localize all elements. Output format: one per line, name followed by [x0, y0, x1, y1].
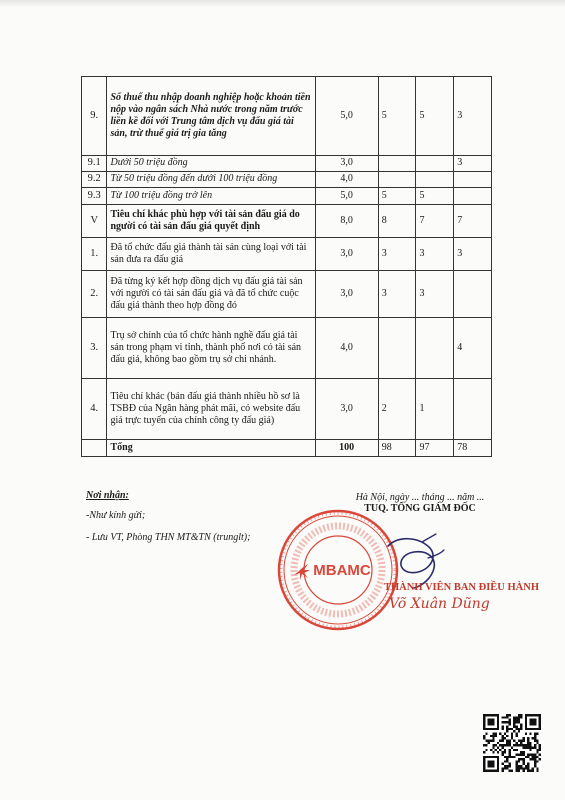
criteria-row [82, 271, 492, 318]
row-number: 9.1 [82, 156, 107, 172]
total-label: Tổng [107, 440, 315, 457]
row-description: Từ 50 triệu đồng đến dưới 100 triệu đồng [107, 172, 315, 188]
row-score-3 [454, 188, 492, 205]
row-description: Số thuế thu nhập doanh nghiệp hoặc khoản tiền nộp vào ngân sách Nhà nước trong năm trước liền kề đối với Trung tâm dịch vụ đấu giá tài sản, trừ thuế giá trị gia tăng [107, 77, 315, 156]
row-score-2: 5 [416, 188, 454, 205]
signer-name: Võ Xuân Dũng [389, 596, 490, 612]
row-number: 4. [82, 379, 107, 440]
row-score-1: 5 [378, 77, 416, 156]
row-score-1: 8 [378, 205, 416, 238]
criteria-row [82, 188, 492, 205]
row-score-2: 7 [416, 205, 454, 238]
row-score-1 [378, 172, 416, 188]
row-number: 2. [82, 271, 107, 318]
row-score-1: 3 [378, 238, 416, 271]
row-score-3: 3 [454, 238, 492, 271]
row-description: Dưới 50 triệu đồng [107, 156, 315, 172]
row-score-1: 5 [378, 188, 416, 205]
criteria-row [82, 77, 492, 156]
row-score-2: 5 [416, 77, 454, 156]
criteria-rows [82, 77, 492, 440]
row-number: 9.3 [82, 188, 107, 205]
row-max-score: 8,0 [315, 205, 378, 238]
row-score-2 [416, 172, 454, 188]
row-description: Từ 100 triệu đồng trở lên [107, 188, 315, 205]
row-max-score: 5,0 [315, 77, 378, 156]
criteria-row [82, 156, 492, 172]
row-number: 9. [82, 77, 107, 156]
row-description: Đã từng ký kết hợp đồng dịch vụ đấu giá tài sản với người có tài sản đấu giá và đã tổ chức cuộc đấu giá thành theo hợp đồng đó [107, 271, 315, 318]
row-max-score: 3,0 [315, 379, 378, 440]
row-max-score: 3,0 [315, 238, 378, 271]
criteria-row [82, 172, 492, 188]
criteria-table [81, 76, 492, 457]
criteria-row [82, 238, 492, 271]
row-score-2: 3 [416, 238, 454, 271]
row-score-3 [454, 172, 492, 188]
row-description: Tiêu chí khác phù hợp với tài sản đấu giá do người có tài sản đấu giá quyết định [107, 205, 315, 238]
row-score-3 [454, 379, 492, 440]
recipients-title: Nơi nhận: [86, 490, 129, 501]
signer-role: THÀNH VIÊN BAN ĐIỀU HÀNH [384, 582, 539, 593]
row-score-2 [416, 156, 454, 172]
total-score-2: 97 [416, 440, 454, 457]
row-score-1: 3 [378, 271, 416, 318]
row-score-3 [454, 271, 492, 318]
row-score-3: 3 [454, 77, 492, 156]
criteria-row [82, 379, 492, 440]
recipient-line-2: - Lưu VT, Phòng THN MT&TN (trunglt); [86, 532, 251, 543]
recipient-line-1: -Như kính gửi; [86, 510, 146, 521]
row-max-score: 5,0 [315, 188, 378, 205]
row-number: 9.2 [82, 172, 107, 188]
row-max-score: 3,0 [315, 271, 378, 318]
row-score-1 [378, 318, 416, 379]
total-row [82, 440, 492, 457]
row-score-1 [378, 156, 416, 172]
scan-edge [0, 0, 565, 8]
row-max-score: 3,0 [315, 156, 378, 172]
sign-date: Hà Nội, ngày ... tháng ... năm ... [355, 492, 485, 503]
row-description: Tiêu chí khác (bán đấu giá thành nhiều hồ sơ là TSBĐ của Ngân hàng phát mãi, có website đấu giá trực tuyến của chính công ty đấu giá) [107, 379, 315, 440]
row-score-3: 7 [454, 205, 492, 238]
row-score-1: 2 [378, 379, 416, 440]
row-max-score: 4,0 [315, 318, 378, 379]
row-number: 1. [82, 238, 107, 271]
criteria-row [82, 318, 492, 379]
row-score-2: 3 [416, 271, 454, 318]
row-score-3: 3 [454, 156, 492, 172]
total-max: 100 [315, 440, 378, 457]
criteria-row [82, 205, 492, 238]
total-score-1: 98 [378, 440, 416, 457]
row-score-2 [416, 318, 454, 379]
row-score-3: 4 [454, 318, 492, 379]
signer-authority: TUQ. TỔNG GIÁM ĐỐC [364, 503, 476, 514]
row-description: Đã tổ chức đấu giá thành tài sản cùng loại với tài sản đưa ra đấu giá [107, 238, 315, 271]
seal-brand: MBAMC [313, 562, 371, 579]
row-number: 3. [82, 318, 107, 379]
row-score-2: 1 [416, 379, 454, 440]
total-score-3: 78 [454, 440, 492, 457]
row-max-score: 4,0 [315, 172, 378, 188]
recipients-block [86, 490, 250, 554]
qr-code-icon [483, 714, 541, 772]
row-number: V [82, 205, 107, 238]
row-description: Trụ sở chính của tổ chức hành nghề đấu giá tài sản trong phạm vi tỉnh, thành phố nơi có tài sản đấu giá, không bao gồm trụ sở chi nhánh. [107, 318, 315, 379]
